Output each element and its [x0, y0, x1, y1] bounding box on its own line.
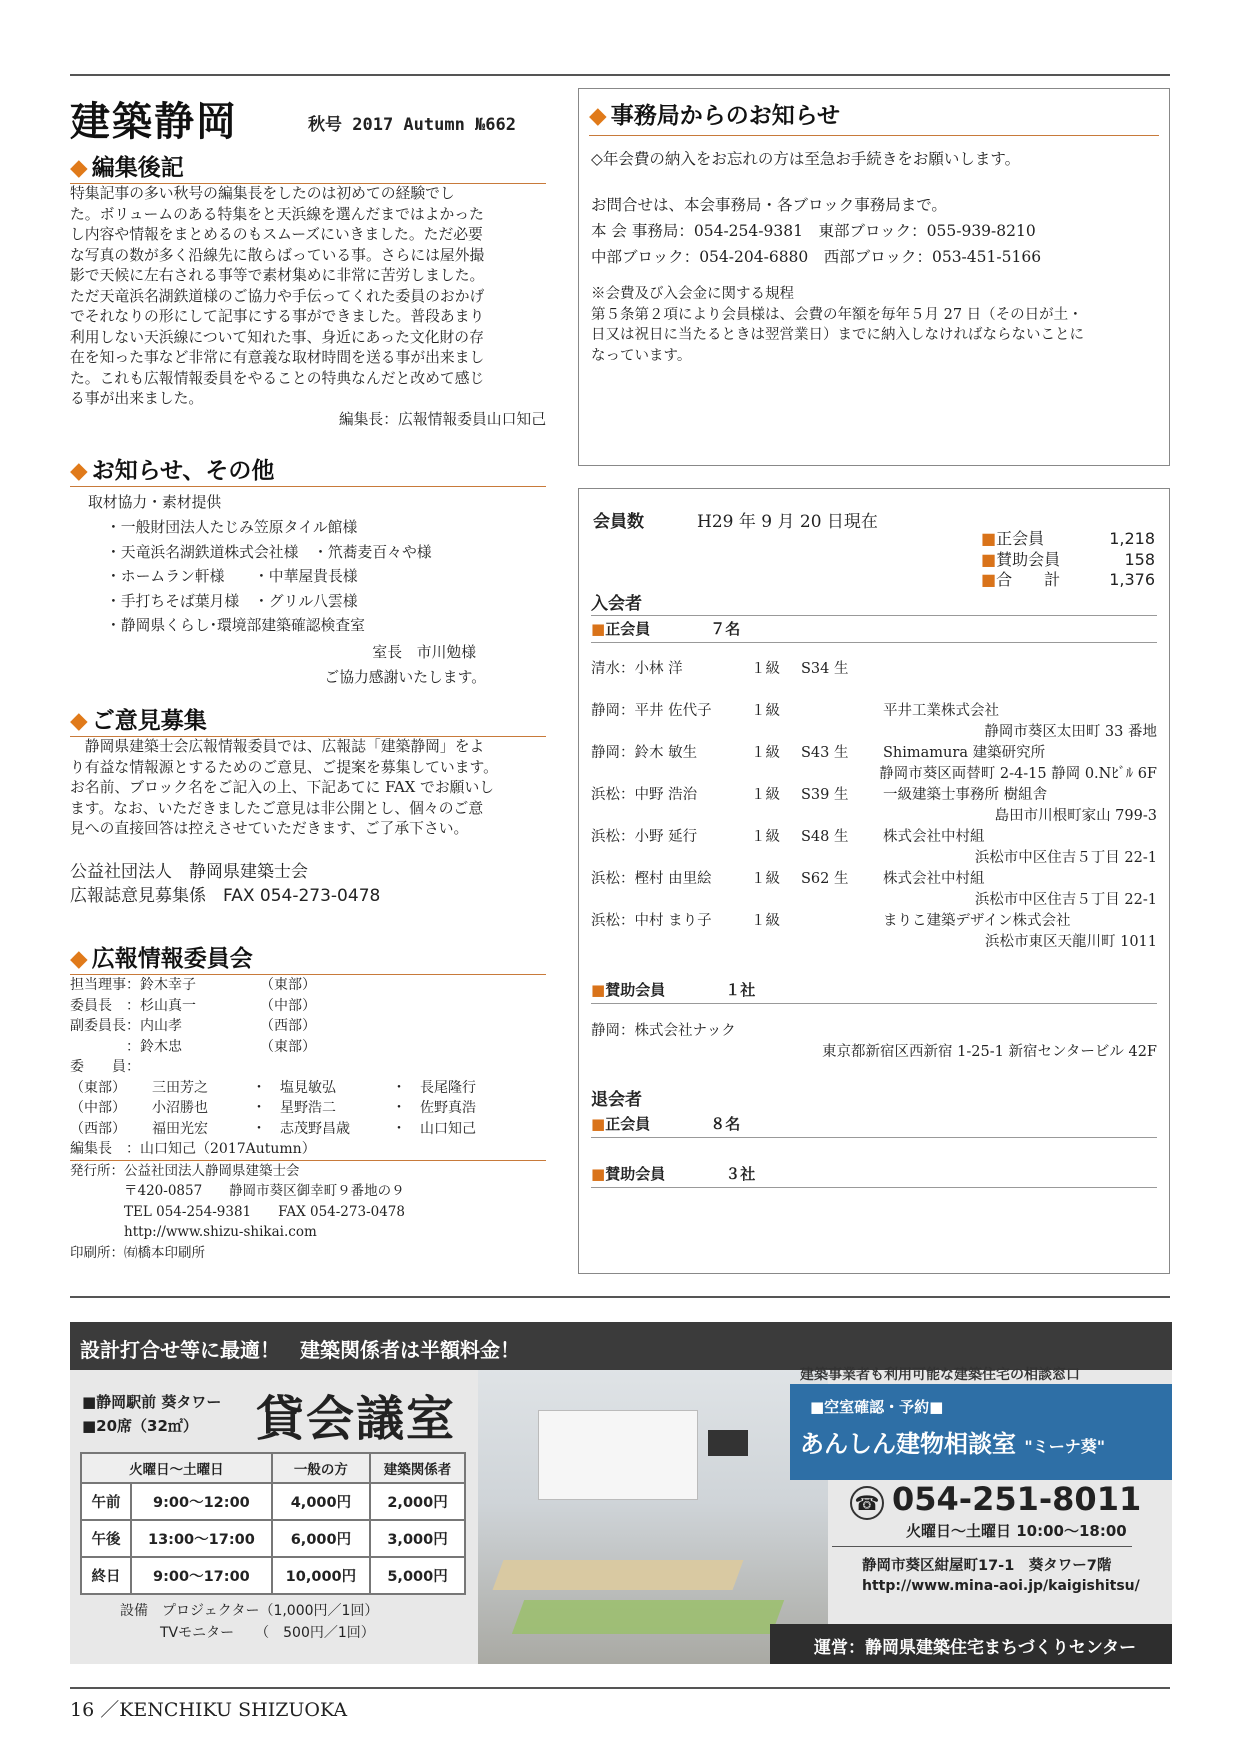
- committee-role-row: [70, 1037, 546, 1058]
- square-icon: ■: [981, 529, 997, 548]
- office-rule-title: ※会費及び入会金に関する規程: [591, 286, 794, 302]
- committee-member: 三田芳之: [152, 1079, 208, 1096]
- opinion-fax: 広報誌意見募集係 FAX 054-273-0478: [70, 885, 381, 906]
- committee-section: [70, 944, 546, 1263]
- member-totals: [981, 529, 1155, 591]
- member-address: 浜松市中区住吉５丁目 22-1: [974, 850, 1157, 866]
- price-architect: 2,000円: [370, 1483, 465, 1520]
- member-name: 浜松：中村 まり子: [591, 913, 712, 929]
- editorial-section: [70, 153, 546, 430]
- total-value: 1,218: [1109, 529, 1155, 548]
- member-address: 静岡市葵区太田町 33 番地: [984, 724, 1157, 740]
- diamond-icon: ◆: [70, 155, 88, 181]
- price-row: [81, 1483, 465, 1520]
- price-row: [81, 1557, 465, 1594]
- ad-consult-top: 建築事業者も利用可能な建築住宅の相談窓口: [800, 1367, 1080, 1383]
- editorial-signature: 編集長：広報情報委員山口知己: [338, 410, 546, 428]
- committee-member-row: [70, 1098, 546, 1119]
- opinion-line: り有益な情報源とするためのご意見、ご提案を募集しています。: [70, 758, 498, 776]
- member-address: 浜松市中区住吉５丁目 22-1: [974, 892, 1157, 908]
- leave-regular: ■正会員 ８名: [591, 1111, 1157, 1138]
- total-row: [981, 570, 1155, 591]
- member-count-label: 会員数: [593, 512, 644, 532]
- committee-members-label: 委 員：: [70, 1059, 140, 1075]
- office-rule: [591, 305, 1157, 367]
- ad-address: 静岡市葵区紺屋町17-1 葵タワー7階: [862, 1558, 1112, 1574]
- editorial-line: た。ボリュームのある特集をと天浜線を選んだまではよかった: [70, 205, 484, 223]
- publisher-line: 〒420-0857 静岡市葵区御幸町９番地の９: [70, 1183, 405, 1199]
- opinion-line: 見への直接回答は控えさせていただきます、ご了承下さい。: [70, 820, 469, 837]
- price-architect: 3,000円: [370, 1520, 465, 1557]
- price-header-days: 火曜日～土曜日: [81, 1453, 272, 1483]
- committee-member: ・ 塩見敏弘: [252, 1079, 336, 1096]
- office-inquiry: お問合せは、本会事務局・各ブロック事務局まで。: [591, 196, 947, 214]
- notice-thanks: ご協力感謝いたします。: [324, 668, 486, 686]
- editorial-line: 利用しない天浜線について知れた事、身近にあった文化財の存: [70, 328, 484, 346]
- office-tel-1: 本 会 事務局：054-254-9381 東部ブロック：055-939-8210: [591, 222, 1036, 240]
- committee-member: ・ 佐野真浩: [392, 1100, 476, 1116]
- issue-label: 秋号 2017 Autumn №662: [308, 115, 516, 135]
- editorial-line: 影で天候に左右される事等で素材集めに非常に苦労しました。: [70, 267, 485, 284]
- square-icon: ■: [981, 570, 997, 589]
- notice-item: ・ホームラン軒様 ・中華屋貴長様: [106, 568, 358, 585]
- member-company: 株式会社中村組: [883, 871, 985, 887]
- member-birth: S43 生: [801, 745, 849, 761]
- diamond-icon: ◆: [589, 103, 607, 129]
- editorial-line: 特集記事の多い秋号の編集長をしたのは初めての経験でし: [70, 185, 455, 202]
- price-period: 午後: [81, 1520, 131, 1557]
- notice-heading: ◆ お知らせ、その他: [70, 456, 546, 487]
- editorial-line: た。これも広報情報委員をやることの特典なんだと改めて感じ: [70, 369, 485, 387]
- consult-banner: [790, 1384, 1172, 1480]
- editorial-line: でそれなりの形にして記事にする事ができました。普段あまり: [70, 308, 485, 325]
- editorial-line: ただ天竜浜名湖鉄道様のご協力や手伝ってくれた委員のおかげ: [70, 287, 485, 305]
- total-value: 1,376: [1109, 570, 1155, 589]
- price-row: [81, 1520, 465, 1557]
- member-count-date: H29 年 9 月 20 日現在: [697, 512, 878, 532]
- join-heading: 入会者: [591, 593, 1157, 616]
- editorial-heading: ◆ 編集後記: [70, 153, 546, 184]
- diamond-icon: ◆: [70, 458, 88, 484]
- committee-role-row: [70, 1016, 546, 1037]
- committee-member: ・ 星野浩二: [252, 1100, 336, 1116]
- member-name: 清水：小林 洋: [591, 661, 683, 677]
- advertisement: [70, 1322, 1172, 1664]
- tv-monitor: [708, 1430, 748, 1456]
- price-header-architect: 建築関係者: [370, 1453, 465, 1483]
- price-architect: 5,000円: [370, 1557, 465, 1594]
- member-grade: １級: [751, 745, 780, 761]
- member-name: 浜松：中野 浩治: [591, 787, 698, 803]
- ad-url: http://www.mina-aoi.jp/kaigishitsu/: [862, 1578, 1140, 1594]
- support-member-address: 東京都新宿区西新宿 1-25-1 新宿センタービル 42F: [822, 1044, 1157, 1060]
- price-time: 9:00～12:00: [131, 1483, 272, 1520]
- price-general: 6,000円: [272, 1520, 370, 1557]
- committee-role: 委員長 ：杉山真一: [70, 997, 196, 1014]
- ad-capacity: ■20席（32㎡）: [82, 1417, 198, 1435]
- member-grade: １級: [751, 661, 780, 677]
- committee-chief: 編集長 ：山口知己（2017Autumn）: [70, 1139, 546, 1161]
- notice-item: ・一般財団法人たじみ笠原タイル館様: [106, 519, 358, 536]
- rule-line: 日又は祝日に当たるときは翌営業日）までに納入しなければならないことに: [591, 327, 1084, 343]
- total-value: 158: [1124, 549, 1155, 569]
- member-grade: １級: [751, 829, 780, 845]
- opinion-line: 静岡県建築士会広報情報委員では、広報誌「建築静岡」をよ: [84, 738, 485, 755]
- total-label: ■合 計: [981, 570, 1061, 589]
- member-count-box: [578, 488, 1170, 1274]
- member-address: 島田市川根町家山 799-3: [994, 808, 1157, 824]
- committee-member: （中部）: [70, 1100, 126, 1116]
- publisher-line: 発行所：公益社団法人静岡県建築士会: [70, 1162, 300, 1179]
- price-period: 終日: [81, 1557, 131, 1594]
- rule-line: 第５条第２項により会員様は、会費の年額を毎年５月 27 日（その日が土・: [591, 306, 1083, 323]
- committee-members: [70, 1078, 546, 1140]
- price-header-general: 一般の方: [272, 1453, 370, 1483]
- join-regular: ■正会員 ７名: [591, 616, 1157, 643]
- price-general: 4,000円: [272, 1483, 370, 1520]
- opinion-heading: ◆ ご意見募集: [70, 706, 546, 737]
- price-general: 10,000円: [272, 1557, 370, 1594]
- committee-role-row: [70, 996, 546, 1017]
- footer-title: ／KENCHIKU SHIZUOKA: [100, 1699, 348, 1721]
- total-row: [981, 550, 1155, 571]
- table-surface: [493, 1560, 744, 1590]
- total-label: ■賛助会員: [981, 549, 1061, 569]
- committee-roles: [70, 975, 546, 1057]
- committee-member: （東部）: [70, 1079, 126, 1096]
- member-birth: S48 生: [801, 829, 849, 845]
- committee-member: ・ 山口知己: [392, 1120, 476, 1137]
- member-name: 静岡：平井 佐代子: [591, 703, 712, 719]
- total-row: [981, 529, 1155, 550]
- price-header-row: [81, 1453, 465, 1483]
- office-notice-box: [578, 88, 1170, 466]
- total-label: ■正会員: [981, 529, 1045, 548]
- diamond-icon: ◆: [70, 708, 88, 734]
- notice-intro: 取材協力・素材提供: [88, 494, 222, 511]
- committee-member: 福田光宏: [152, 1120, 208, 1137]
- notice-section: [70, 456, 546, 690]
- top-rule: [70, 74, 1170, 76]
- notice-item: ・天竜浜名湖鉄道株式会社様 ・笊蕎麦百々や様: [106, 543, 432, 561]
- consult-sub: ■空室確認・予約■: [810, 1398, 944, 1416]
- chairs: [512, 1600, 784, 1634]
- office-tel-2: 中部ブロック：054-204-6880 西部ブロック：053-451-5166: [591, 248, 1042, 266]
- editorial-line: 在を知った事など非常に有意義な取材時間を送る事が出来まし: [70, 349, 485, 366]
- price-period: 午前: [81, 1483, 131, 1520]
- member-grade: １級: [751, 871, 780, 887]
- member-address: 浜松市東区天龍川町 1011: [984, 934, 1157, 950]
- square-icon: ■: [981, 549, 997, 569]
- ad-title: 貸会議室: [256, 1391, 457, 1447]
- committee-member: 小沼勝也: [152, 1100, 208, 1116]
- masthead: 建築静岡: [70, 99, 238, 145]
- committee-block: （東部）: [260, 1038, 316, 1055]
- price-time: 9:00～17:00: [131, 1557, 272, 1594]
- member-name: 浜松：樫村 由里絵: [591, 871, 712, 887]
- committee-role: ：鈴木忠: [70, 1038, 182, 1055]
- leave-heading: 退会者: [591, 1090, 642, 1110]
- committee-role-row: [70, 975, 546, 996]
- member-company: 一級建築士事務所 樹組舎: [883, 787, 1048, 803]
- rule-line: なっています。: [591, 347, 692, 364]
- phone-icon: ☎: [850, 1486, 884, 1520]
- page-number: 16: [70, 1699, 95, 1721]
- ad-divider: [832, 1546, 1132, 1547]
- editorial-body: [70, 184, 546, 410]
- editorial-line: な写真の数が多く沿線先に散らばっている事。さらには屋外撮: [70, 246, 485, 264]
- opinion-line: ます。なお、いただきましたご意見は非公開とし、個々のご意: [70, 799, 484, 817]
- leave-support: ■賛助会員 ３社: [591, 1161, 1157, 1188]
- committee-block: （中部）: [260, 997, 316, 1014]
- member-name: 浜松：小野 延行: [591, 829, 698, 845]
- whiteboard: [538, 1410, 698, 1500]
- member-grade: １級: [751, 913, 780, 929]
- member-grade: １級: [751, 787, 780, 803]
- member-company: 平井工業株式会社: [883, 703, 999, 719]
- publisher-line: http://www.shizu-shikai.com: [70, 1224, 317, 1240]
- editorial-line: る事が出来ました。: [70, 390, 204, 407]
- notice-person: 室長 市川勉様: [372, 643, 476, 661]
- ad-hours: 火曜日～土曜日 10:00～18:00: [906, 1522, 1127, 1540]
- opinion-org: 公益社団法人 静岡県建築士会: [70, 861, 308, 882]
- footer: [70, 1695, 347, 1722]
- ad-equipment-tv: TVモニター （ 500円／1回）: [160, 1625, 375, 1641]
- committee-heading: ◆ 広報情報委員会: [70, 944, 546, 975]
- notice-list: [70, 516, 546, 639]
- committee-role: 担当理事：鈴木幸子: [70, 977, 196, 993]
- member-company: 株式会社中村組: [883, 829, 985, 845]
- committee-member: ・ 長尾隆行: [392, 1079, 476, 1096]
- meeting-room-photo: [478, 1370, 828, 1664]
- office-heading: ◆ 事務局からのお知らせ: [589, 101, 1159, 136]
- price-time: 13:00～17:00: [131, 1520, 272, 1557]
- ad-location: ■静岡駅前 葵タワー: [82, 1393, 222, 1411]
- publisher-info: [70, 1161, 546, 1243]
- committee-member-row: [70, 1078, 546, 1099]
- committee-member: ・ 志茂野昌歳: [252, 1120, 350, 1137]
- committee-role: 副委員長：内山孝: [70, 1018, 182, 1034]
- member-birth: S34 生: [801, 661, 849, 677]
- ad-equipment-projector: 設備 プロジェクター（1,000円／1回）: [120, 1603, 379, 1619]
- notice-item: ・静岡県くらし･環境部建築確認検査室: [106, 617, 365, 634]
- opinion-body: [70, 737, 546, 840]
- ad-phone: 054-251-8011: [892, 1480, 1142, 1518]
- ad-top-rule: [70, 1296, 1170, 1298]
- member-company: まりこ建築デザイン株式会社: [883, 913, 1071, 929]
- notice-item: ・手打ちそば葉月様 ・グリル八雲様: [106, 592, 358, 610]
- ad-operator: 運営：静岡県建築住宅まちづくりセンター: [770, 1624, 1172, 1664]
- footer-rule: [70, 1687, 1170, 1689]
- member-birth: S62 生: [801, 871, 849, 887]
- member-grade: １級: [751, 703, 780, 719]
- committee-block: （西部）: [260, 1018, 316, 1034]
- member-address: 静岡市葵区両替町 2-4-15 静岡 0.Nﾋﾞﾙ 6F: [879, 766, 1157, 782]
- committee-member: （西部）: [70, 1120, 126, 1137]
- ad-price-table: [80, 1452, 466, 1595]
- committee-member-row: [70, 1119, 546, 1140]
- join-support: ■賛助会員 １社: [591, 977, 1157, 1004]
- member-name: 静岡：鈴木 敏生: [591, 745, 698, 761]
- consult-name: あんしん建物相談室 "ミーナ葵": [800, 1430, 1106, 1458]
- opinion-section: [70, 706, 546, 908]
- member-birth: S39 生: [801, 787, 849, 803]
- member-company: Shimamura 建築研究所: [883, 745, 1046, 761]
- committee-block: （東部）: [260, 977, 316, 993]
- editorial-line: し内容や情報をまとめるのもスムーズにいきました。ただ必要: [70, 226, 483, 243]
- support-member-name: 静岡：株式会社ナック: [591, 1023, 736, 1039]
- office-dues-notice: ◇年会費の納入をお忘れの方は至急お手続きをお願いします。: [591, 150, 1021, 168]
- ad-banner: 設計打合せ等に最適！ 建築関係者は半額料金！: [70, 1322, 1172, 1370]
- publisher-line: TEL 054-254-9381 FAX 054-273-0478: [70, 1203, 405, 1220]
- opinion-line: お名前、ブロック名をご記入の上、下記あてに FAX でお願いし: [70, 779, 495, 796]
- printer-info: 印刷所：㈲橋本印刷所: [70, 1244, 205, 1261]
- diamond-icon: ◆: [70, 946, 88, 972]
